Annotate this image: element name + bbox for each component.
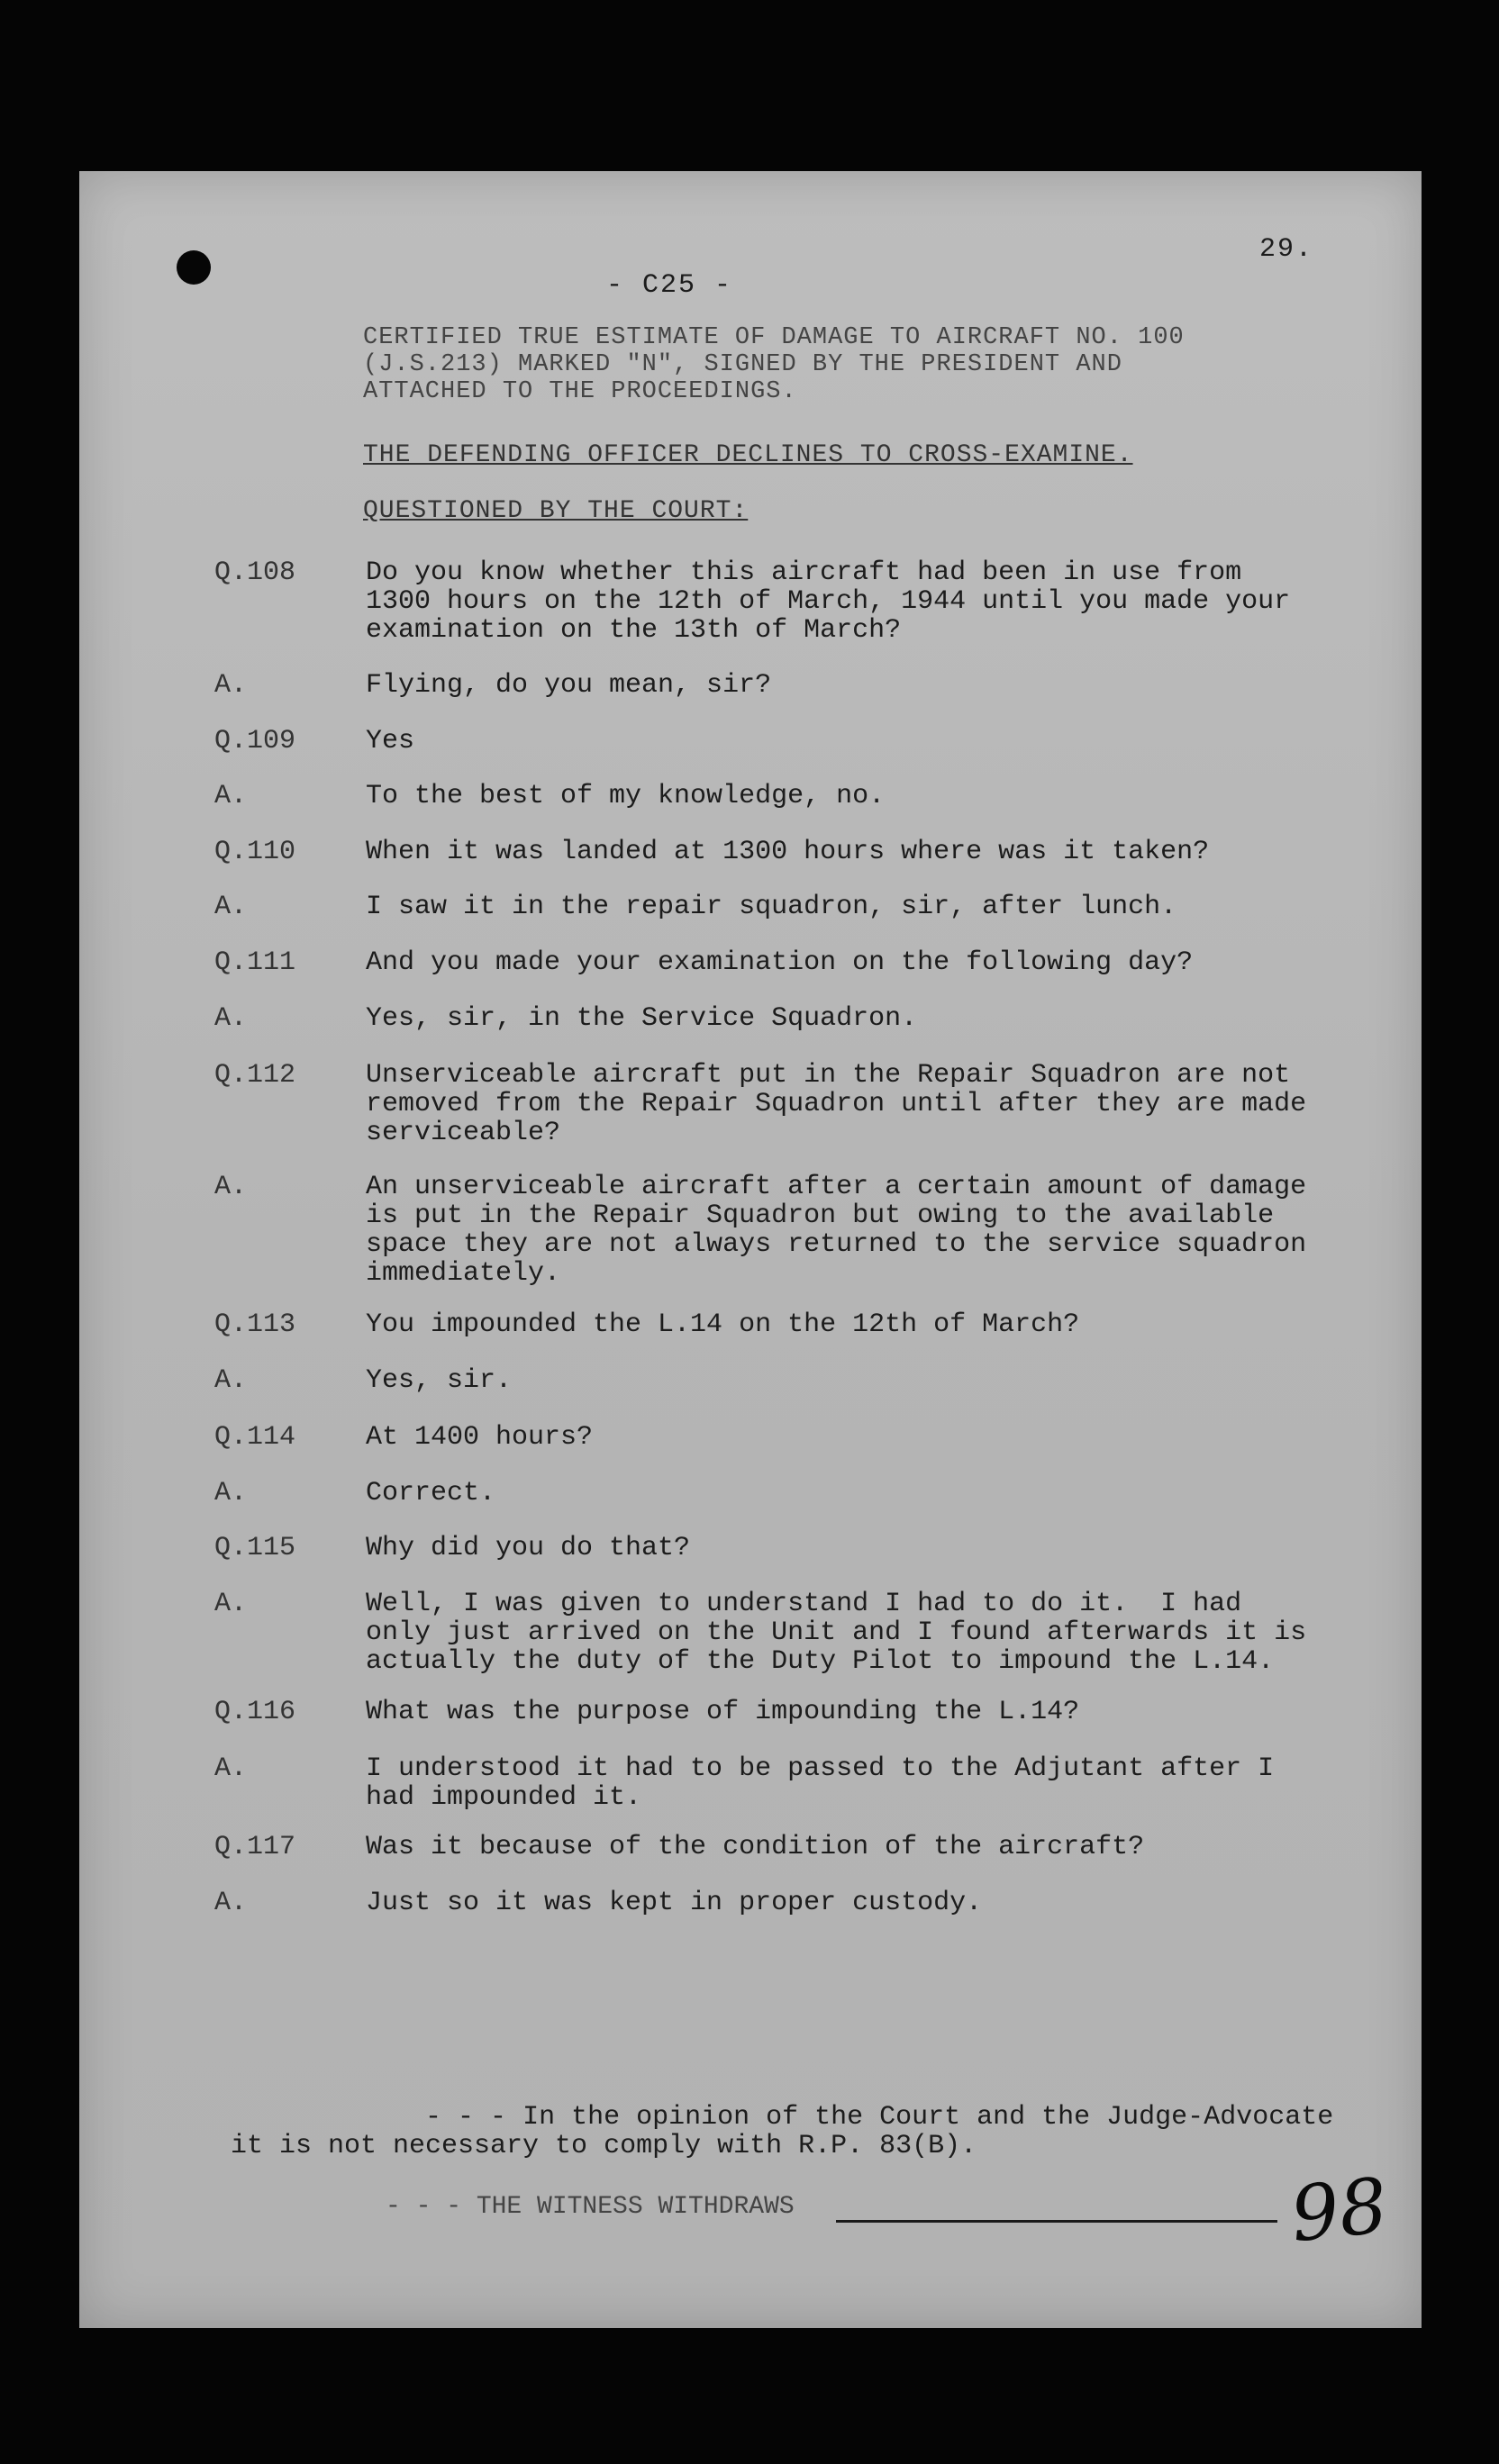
page-code: - C25 - [606, 270, 733, 301]
entry-text: To the best of my knowledge, no. [366, 781, 886, 811]
entry-text: An unserviceable aircraft after a certain amount of damage is put in the Repair Squadron but owing to the available space they are not always returned to the service squadron immediately. [366, 1172, 1307, 1289]
entry-text: Why did you do that? [366, 1533, 691, 1563]
defending-officer-heading: THE DEFENDING OFFICER DECLINES TO CROSS-EXAMINE. [363, 441, 1133, 469]
entry-label: A. [214, 781, 248, 811]
entry-label: Q.113 [214, 1309, 296, 1340]
punch-hole [177, 250, 211, 285]
entry-text: You impounded the L.14 on the 12th of March? [366, 1309, 1080, 1340]
entry-text: What was the purpose of impounding the L.14? [366, 1697, 1080, 1727]
certified-estimate-line-3: ATTACHED TO THE PROCEEDINGS. [363, 378, 797, 405]
witness-withdraws: - - - THE WITNESS WITHDRAWS [386, 2193, 795, 2221]
entry-label: Q.108 [214, 557, 296, 588]
entry-text: When it was landed at 1300 hours where was it taken? [366, 837, 1210, 867]
entry-text: Flying, do you mean, sir? [366, 670, 772, 701]
entry-text: Was it because of the condition of the aircraft? [366, 1832, 1145, 1862]
entry-label: A. [214, 1589, 248, 1619]
entry-label: Q.111 [214, 947, 296, 978]
entry-text: Yes [366, 726, 415, 756]
entry-text: Yes, sir. [366, 1365, 513, 1396]
entry-text: I understood it had to be passed to the Adjutant after I had impounded it. [366, 1753, 1275, 1813]
entry-label: A. [214, 1753, 248, 1784]
entry-text: Do you know whether this aircraft had been in use from 1300 hours on the 12th of March, 1944 until you made your examination on the 13th of March? [366, 557, 1291, 646]
entry-label: A. [214, 1888, 248, 1918]
entry-label: A. [214, 892, 248, 922]
entry-text: Well, I was given to understand I had to do it. I had only just arrived on the Unit and I found afterwards it is actually the duty of the Duty Pilot to impound the L.14. [366, 1589, 1307, 1677]
entry-label: A. [214, 670, 248, 701]
entry-text: Just so it was kept in proper custody. [366, 1888, 983, 1918]
entry-label: Q.110 [214, 837, 296, 867]
entry-label: A. [214, 1365, 248, 1396]
entry-text: Unserviceable aircraft put in the Repair Squadron are not removed from the Repair Squadron until after they are made serviceable? [366, 1060, 1307, 1148]
entry-label: Q.116 [214, 1697, 296, 1727]
entry-label: Q.112 [214, 1060, 296, 1091]
entry-text: At 1400 hours? [366, 1422, 594, 1453]
entry-label: A. [214, 1478, 248, 1508]
entry-label: Q.117 [214, 1832, 296, 1862]
entry-label: Q.115 [214, 1533, 296, 1563]
page-number: 29. [1258, 234, 1313, 265]
handwritten-page-number: 98 [1286, 2161, 1392, 2260]
signature-line [836, 2220, 1277, 2223]
entry-text: And you made your examination on the following day? [366, 947, 1194, 978]
document-page [79, 171, 1422, 2328]
entry-text: Correct. [366, 1478, 496, 1508]
entry-text: I saw it in the repair squadron, sir, after lunch. [366, 892, 1177, 922]
entry-label: A. [214, 1172, 248, 1202]
entry-text: Yes, sir, in the Service Squadron. [366, 1003, 918, 1034]
entry-label: Q.109 [214, 726, 296, 756]
entry-label: A. [214, 1003, 248, 1034]
certified-estimate-line-2: (J.S.213) MARKED "N", SIGNED BY THE PRESIDENT AND [363, 351, 1122, 378]
questioned-heading: QUESTIONED BY THE COURT: [363, 497, 749, 525]
closing-note: - - - In the opinion of the Court and the Judge-Advocate it is not necessary to comply with R.P. 83(B). [231, 2102, 1334, 2161]
certified-estimate-line-1: CERTIFIED TRUE ESTIMATE OF DAMAGE TO AIRCRAFT NO. 100 [363, 324, 1185, 351]
entry-label: Q.114 [214, 1422, 296, 1453]
